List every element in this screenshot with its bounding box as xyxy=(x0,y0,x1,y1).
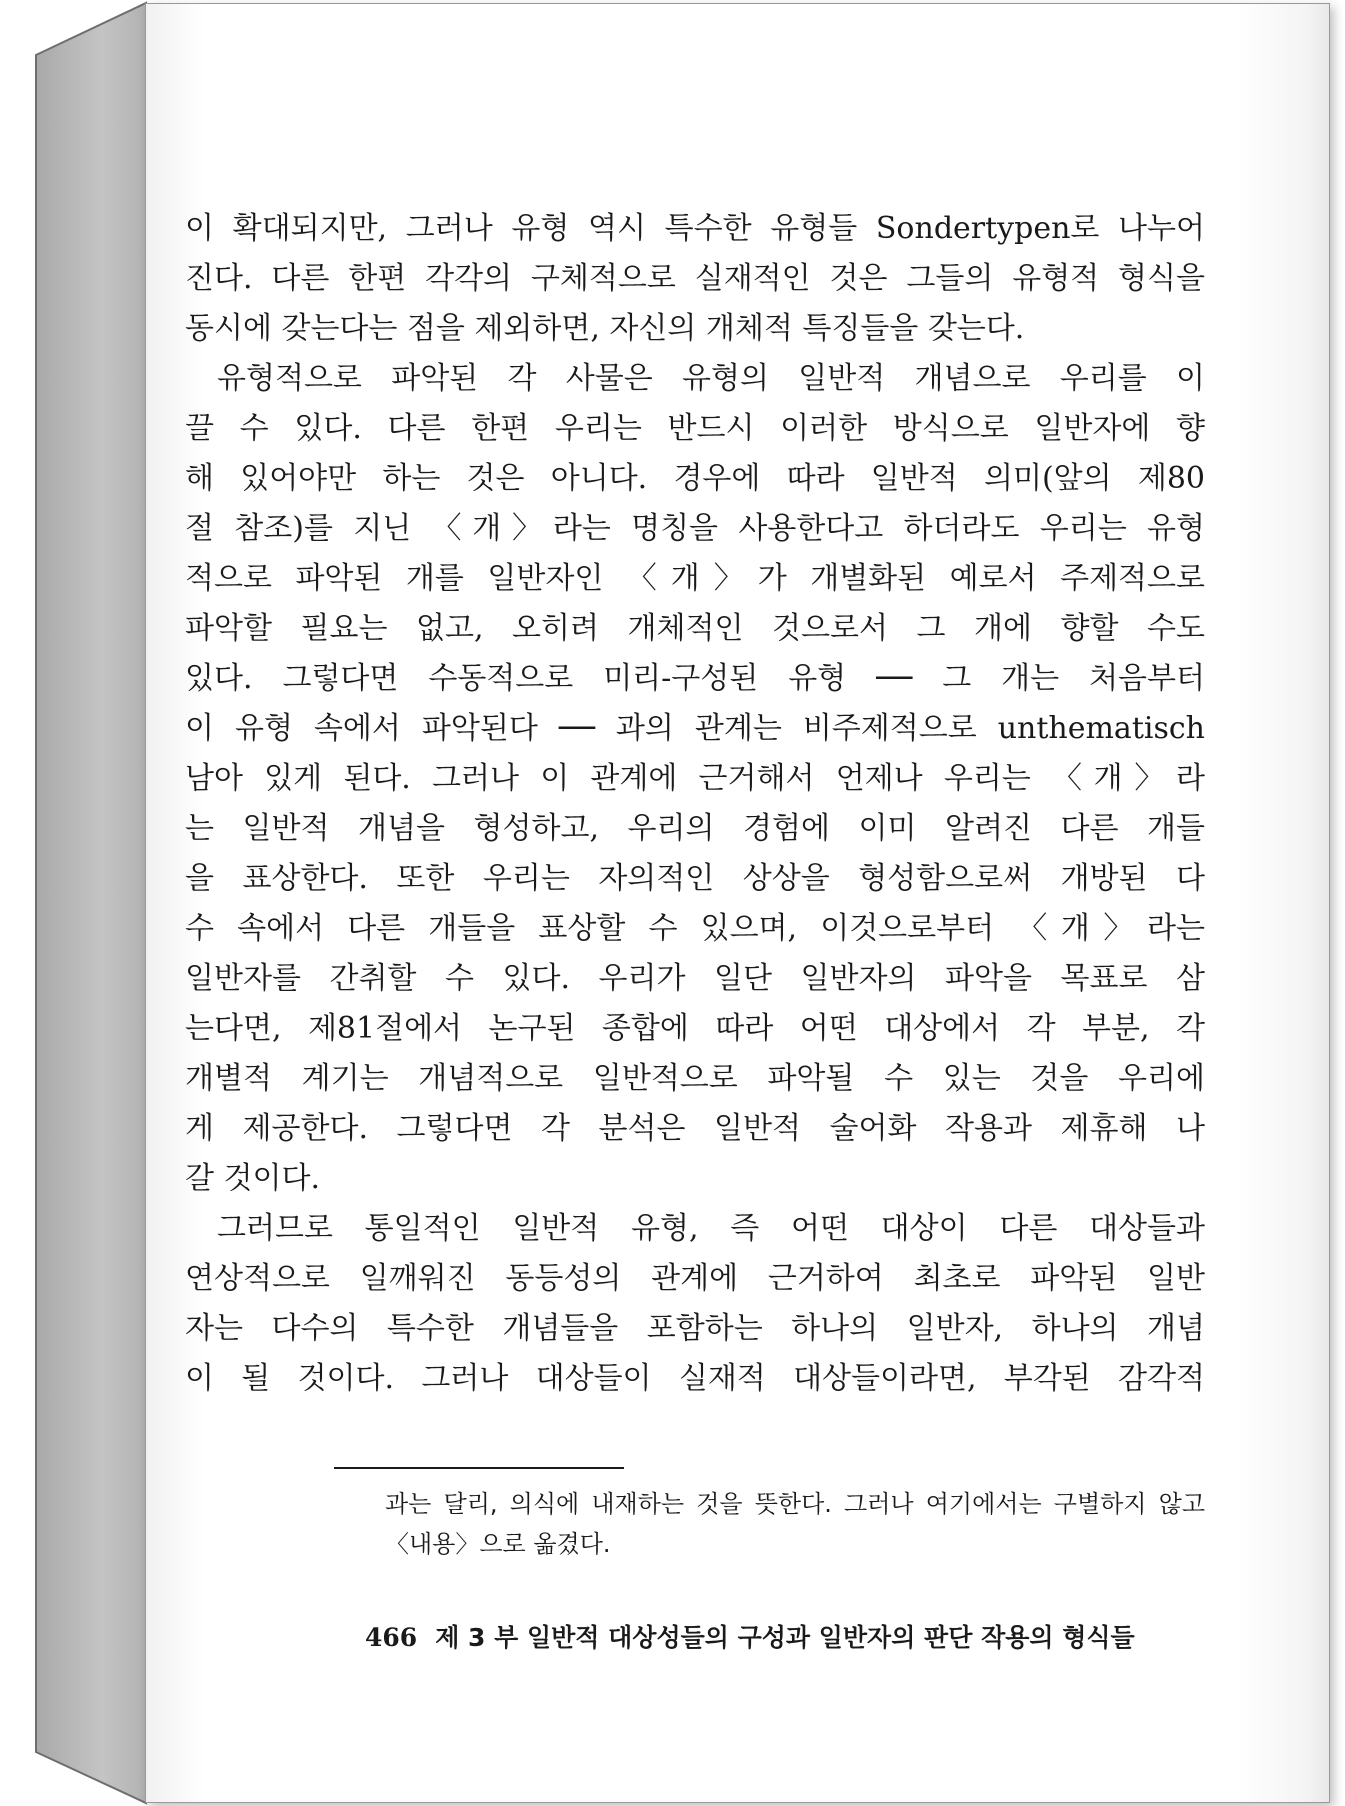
body-line: 이 될 것이다. 그러나 대상들이 실재적 대상들이라면, 부각된 감각적 xyxy=(185,1361,1205,1396)
running-footer xyxy=(365,1618,1135,1658)
body-line: 연상적으로 일깨워진 동등성의 관계에 근거하여 최초로 파악된 일반 xyxy=(185,1261,1205,1296)
body-line: 파악할 필요는 없고, 오히려 개체적인 것으로서 그 개에 향할 수도 xyxy=(185,611,1205,646)
body-line: 그러므로 통일적인 일반적 유형, 즉 어떤 대상이 다른 대상들과 xyxy=(217,1211,1205,1246)
body-line: 이 확대되지만, 그러나 유형 역시 특수한 유형들 Sondertypen로 나누어 xyxy=(185,211,1205,246)
running-title: 제 3 부 일반적 대상성들의 구성과 일반자의 판단 작용의 형식들 xyxy=(435,1623,1135,1652)
body-line: 남아 있게 된다. 그러나 이 관계에 근거해서 언제나 우리는 〈개〉라 xyxy=(185,761,1205,796)
footnote-line: 과는 달리, 의식에 내재하는 것을 뜻한다. 그러나 여기에서는 구별하지 않고 xyxy=(385,1490,1205,1518)
body-line: 는 일반적 개념을 형성하고, 우리의 경험에 이미 알려진 다른 개들 xyxy=(185,811,1205,846)
body-line: 이 유형 속에서 파악된다 ── 과의 관계는 비주제적으로 unthematisch xyxy=(185,711,1205,746)
body-line: 일반자를 간취할 수 있다. 우리가 일단 일반자의 파악을 목표로 삼 xyxy=(185,961,1205,996)
page-number: 466 xyxy=(365,1623,418,1652)
body-line: 는다면, 제81절에서 논구된 종합에 따라 어떤 대상에서 각 부분, 각 xyxy=(185,1011,1205,1046)
body-text xyxy=(185,204,1205,1404)
body-line: 수 속에서 다른 개들을 표상할 수 있으며, 이것으로부터 〈개〉라는 xyxy=(185,911,1205,946)
footnote-line: 〈내용〉으로 옮겼다. xyxy=(385,1530,611,1558)
body-line: 유형적으로 파악된 각 사물은 유형의 일반적 개념으로 우리를 이 xyxy=(217,361,1205,396)
body-line: 개별적 계기는 개념적으로 일반적으로 파악될 수 있는 것을 우리에 xyxy=(185,1061,1205,1096)
body-line: 진다. 다른 한편 각각의 구체적으로 실재적인 것은 그들의 유형적 형식을 xyxy=(185,261,1205,296)
body-line: 을 표상한다. 또한 우리는 자의적인 상상을 형성함으로써 개방된 다 xyxy=(185,861,1205,896)
body-line: 게 제공한다. 그렇다면 각 분석은 일반적 술어화 작용과 제휴해 나 xyxy=(185,1111,1205,1146)
body-line: 해 있어야만 하는 것은 아니다. 경우에 따라 일반적 의미(앞의 제80 xyxy=(185,461,1205,496)
body-line: 동시에 갖는다는 점을 제외하면, 자신의 개체적 특징들을 갖는다. xyxy=(185,311,1025,346)
body-line: 갈 것이다. xyxy=(185,1161,320,1196)
body-line: 있다. 그렇다면 수동적으로 미리-구성된 유형 ── 그 개는 처음부터 xyxy=(185,661,1205,696)
footnote-divider xyxy=(334,1467,624,1469)
footnote xyxy=(385,1484,1205,1564)
body-line: 끌 수 있다. 다른 한편 우리는 반드시 이러한 방식으로 일반자에 향 xyxy=(185,411,1205,446)
body-line: 적으로 파악된 개를 일반자인 〈개〉가 개별화된 예로서 주제적으로 xyxy=(185,561,1205,596)
body-line: 절 참조)를 지닌 〈개〉라는 명칭을 사용한다고 하더라도 우리는 유형 xyxy=(185,511,1205,546)
book-spine xyxy=(0,0,150,1806)
body-line: 자는 다수의 특수한 개념들을 포함하는 하나의 일반자, 하나의 개념 xyxy=(185,1311,1205,1346)
